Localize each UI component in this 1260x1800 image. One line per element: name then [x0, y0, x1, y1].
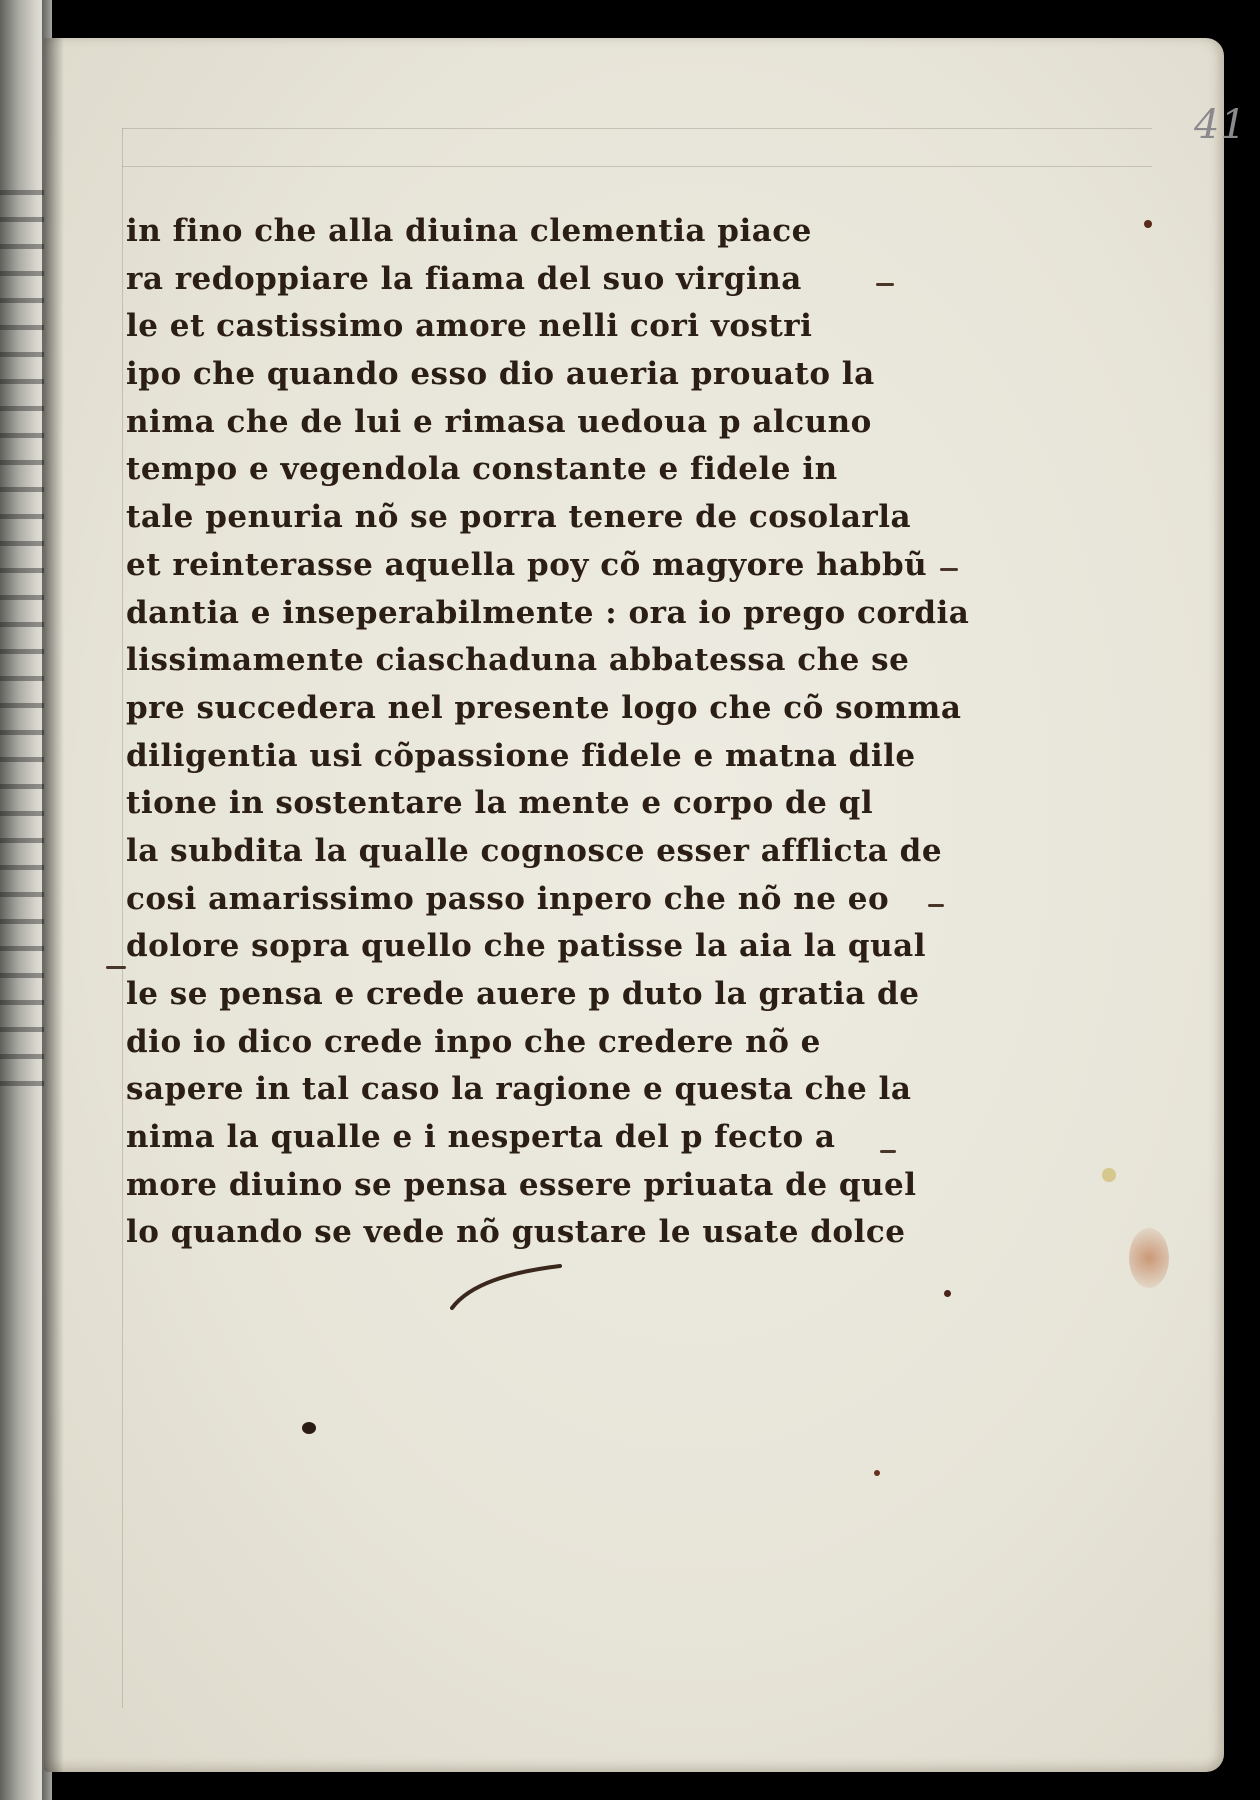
folio-number: 41 [1194, 102, 1247, 148]
ink-spot [944, 1290, 951, 1297]
ink-spot [302, 1422, 316, 1434]
text-line: cosi amarissimo passo inpero che nõ ne eo [126, 880, 890, 917]
text-line: lo quando se vede nõ gustare le usate dolce [126, 1214, 906, 1251]
ink-spot [874, 1470, 880, 1476]
text-line: diligentia usi cõpassione fidele e matna dile [126, 737, 916, 774]
pen-flourish [450, 1262, 570, 1312]
text-line: et reinterasse aquella poy cõ magyore habbũ [126, 546, 928, 583]
ink-spot [1144, 220, 1152, 228]
text-line: le et castissimo amore nelli cori vostri [126, 308, 813, 345]
text-line: dolore sopra quello che patisse la aia la qual [126, 928, 926, 965]
text-line: ra redoppiare la fiama del suo virgina [126, 260, 802, 297]
text-line: dantia e inseperabilmente : ora io prego cordia [126, 594, 970, 631]
text-line: in fino che alla diuina clementia piace [126, 213, 812, 249]
text-line: tale penuria nõ se porra tenere de cosolarla [126, 499, 912, 536]
hyphen-mark [928, 904, 944, 907]
hyphen-mark [106, 966, 126, 969]
text-line: more diuino se pensa essere priuata de quel [126, 1166, 917, 1203]
ruling-line-top [122, 128, 1152, 129]
ruling-line-left [122, 128, 123, 1708]
text-line: nima la qualle e i nesperta del p fecto a [126, 1119, 836, 1156]
text-line: dio io dico crede inpo che credere nõ e [126, 1023, 821, 1060]
text-line: sapere in tal caso la ragione e questa che la [126, 1071, 912, 1108]
text-line: tione in sostentare la mente e corpo de ql [126, 785, 874, 822]
text-line: ipo che quando esso dio aueria prouato la [126, 356, 875, 393]
ruling-line-top-2 [122, 166, 1152, 167]
hyphen-mark [940, 568, 958, 571]
manuscript-text-block [126, 208, 970, 1257]
text-line: pre succedera nel presente logo che cõ somma [126, 689, 962, 726]
text-line: lissimamente ciaschaduna abbatessa che se [126, 642, 910, 679]
text-line: le se pensa e crede auere p duto la gratia de [126, 976, 920, 1012]
hyphen-mark [880, 1150, 896, 1153]
rust-stain [1129, 1228, 1169, 1288]
gutter-shadow [42, 0, 64, 1800]
text-line: la subdita la qualle cognosce esser afflicta de [126, 832, 943, 869]
facing-page-text-lines [0, 190, 48, 1090]
hyphen-mark [876, 283, 894, 286]
ink-spot [1102, 1168, 1116, 1182]
text-line: nima che de lui e rimasa uedoua p alcuno [126, 403, 872, 440]
text-line: tempo e vegendola constante e fidele in [126, 451, 838, 488]
